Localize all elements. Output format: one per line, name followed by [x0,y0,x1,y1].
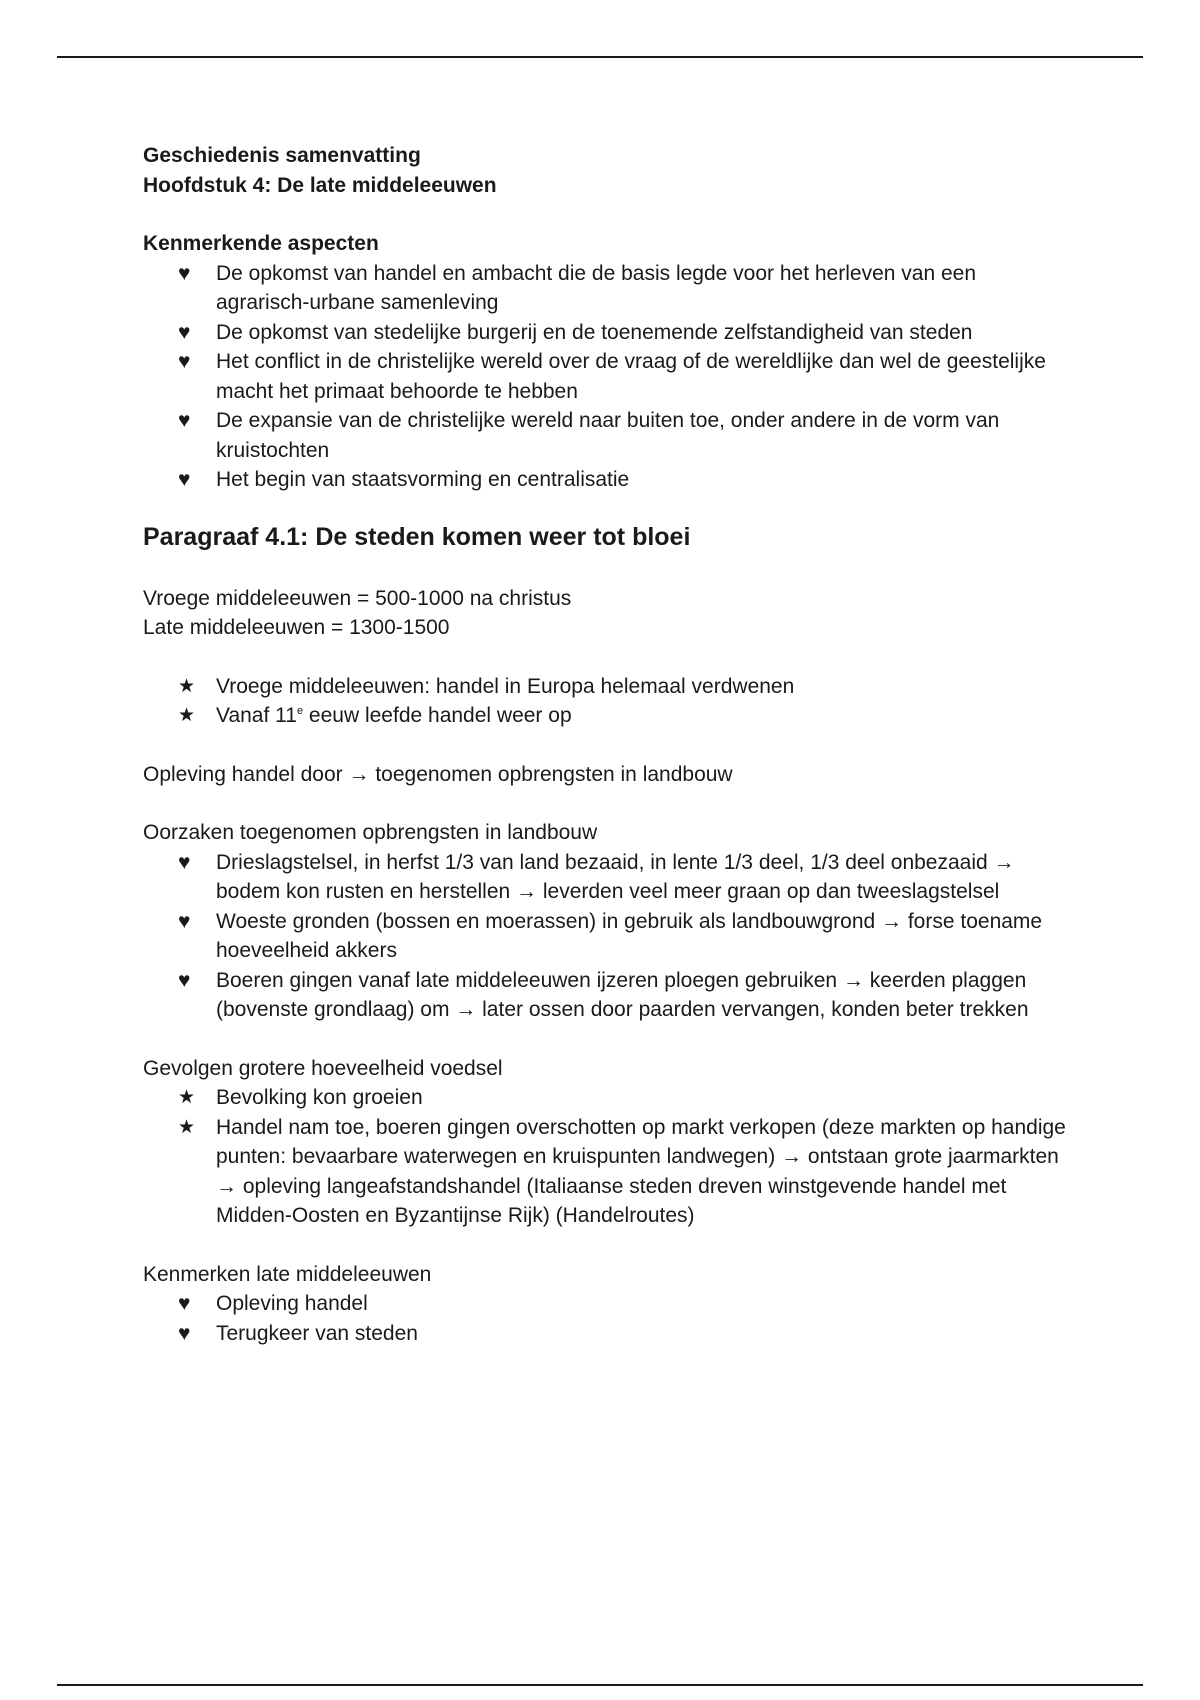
list-item: ♥ Terugkeer van steden [216,1319,1073,1349]
list-item: ♥ Het conflict in de christelijke wereld over de vraag of de wereldlijke dan wel de geestelijke macht het primaat behoorde te hebben [216,347,1073,406]
aspects-list [143,259,1073,495]
list-item: ♥ De expansie van de christelijke wereld naar buiten toe, onder andere in de vorm van kruistochten [216,406,1073,465]
heart-bullet-icon: ♥ [178,320,191,344]
features-list [143,1289,1073,1348]
period-late: Late middeleeuwen = 1300-1500 [143,616,450,639]
effects-heading: Gevolgen grotere hoeveelheid voedsel [143,1056,503,1080]
list-item: ♥ Drieslagstelsel, in herfst 1/3 van land bezaaid, in lente 1/3 deel, 1/3 deel onbezaaid → bodem kon rusten en herstellen → leverden veel meer graan op dan tweeslagstelsel [216,848,1073,907]
star-bullet-icon: ★ [178,675,196,697]
list-item: ♥ De opkomst van handel en ambacht die de basis legde voor het herleven van een agrarisch-urbane samenleving [216,259,1073,318]
effects-list [143,1083,1073,1231]
header-rule [57,56,1143,58]
heart-bullet-icon: ♥ [178,909,191,933]
heart-bullet-icon: ♥ [178,350,191,373]
star-bullet-icon: ★ [178,1087,196,1108]
heart-bullet-icon: ♥ [178,850,191,874]
heart-bullet-icon: ♥ [178,1292,191,1315]
arrow-right-icon: → [348,762,370,786]
star-bullet-icon: ★ [178,1116,196,1138]
heart-bullet-icon: ♥ [178,968,191,992]
chapter-title: Hoofdstuk 4: De late middeleeuwen [143,173,497,197]
causes-list [143,848,1073,1025]
trade-list [143,672,1073,731]
features-heading: Kenmerken late middeleeuwen [143,1262,432,1286]
aspects-heading: Kenmerkende aspecten [143,232,379,255]
list-item: ♥ Opleving handel [216,1289,1073,1319]
list-item: ♥ Woeste gronden (bossen en moerassen) in gebruik als landbouwgrond → forse toename hoeveelheid akkers [216,907,1073,966]
list-item: ★ Vanaf 11e eeuw leefde handel weer op [216,701,1073,731]
trade-revival-line: Opleving handel door → toegenomen opbrengsten in landbouw [143,762,733,786]
period-early: Vroege middeleeuwen = 500-1000 na christus [143,586,572,610]
footer-rule [57,1684,1143,1686]
list-item: ♥ Het begin van staatsvorming en centralisatie [216,465,1073,495]
document-title: Geschiedenis samenvatting [143,144,421,167]
causes-heading: Oorzaken toegenomen opbrengsten in landbouw [143,821,598,844]
list-item: ♥ Boeren gingen vanaf late middeleeuwen ijzeren ploegen gebruiken → keerden plaggen (bovenste grondlaag) om → later ossen door paarden vervangen, konden beter trekken [216,966,1073,1025]
list-item: ★ Handel nam toe, boeren gingen overschotten op markt verkopen (deze markten op handige punten: bevaarbare waterwegen en kruispunten landwegen) → ontstaan grote jaarmarkten → opleving langeafstandshandel (Italiaanse steden dreven winstgevende handel met Midden-Oosten en Byzantijnse Rijk) (Handelroutes) [216,1113,1073,1231]
heart-bullet-icon: ♥ [178,409,191,432]
list-item: ♥ De opkomst van stedelijke burgerij en de toenemende zelfstandigheid van steden [216,318,1073,348]
list-item: ★ Vroege middeleeuwen: handel in Europa helemaal verdwenen [216,672,1073,702]
heart-bullet-icon: ♥ [178,468,191,491]
heart-bullet-icon: ♥ [178,261,191,285]
heart-bullet-icon: ♥ [178,1321,191,1345]
document-body [143,141,1073,1348]
star-bullet-icon: ★ [178,705,196,726]
list-item: ★ Bevolking kon groeien [216,1083,1073,1113]
section-heading: Paragraaf 4.1: De steden komen weer tot bloei [143,522,691,551]
